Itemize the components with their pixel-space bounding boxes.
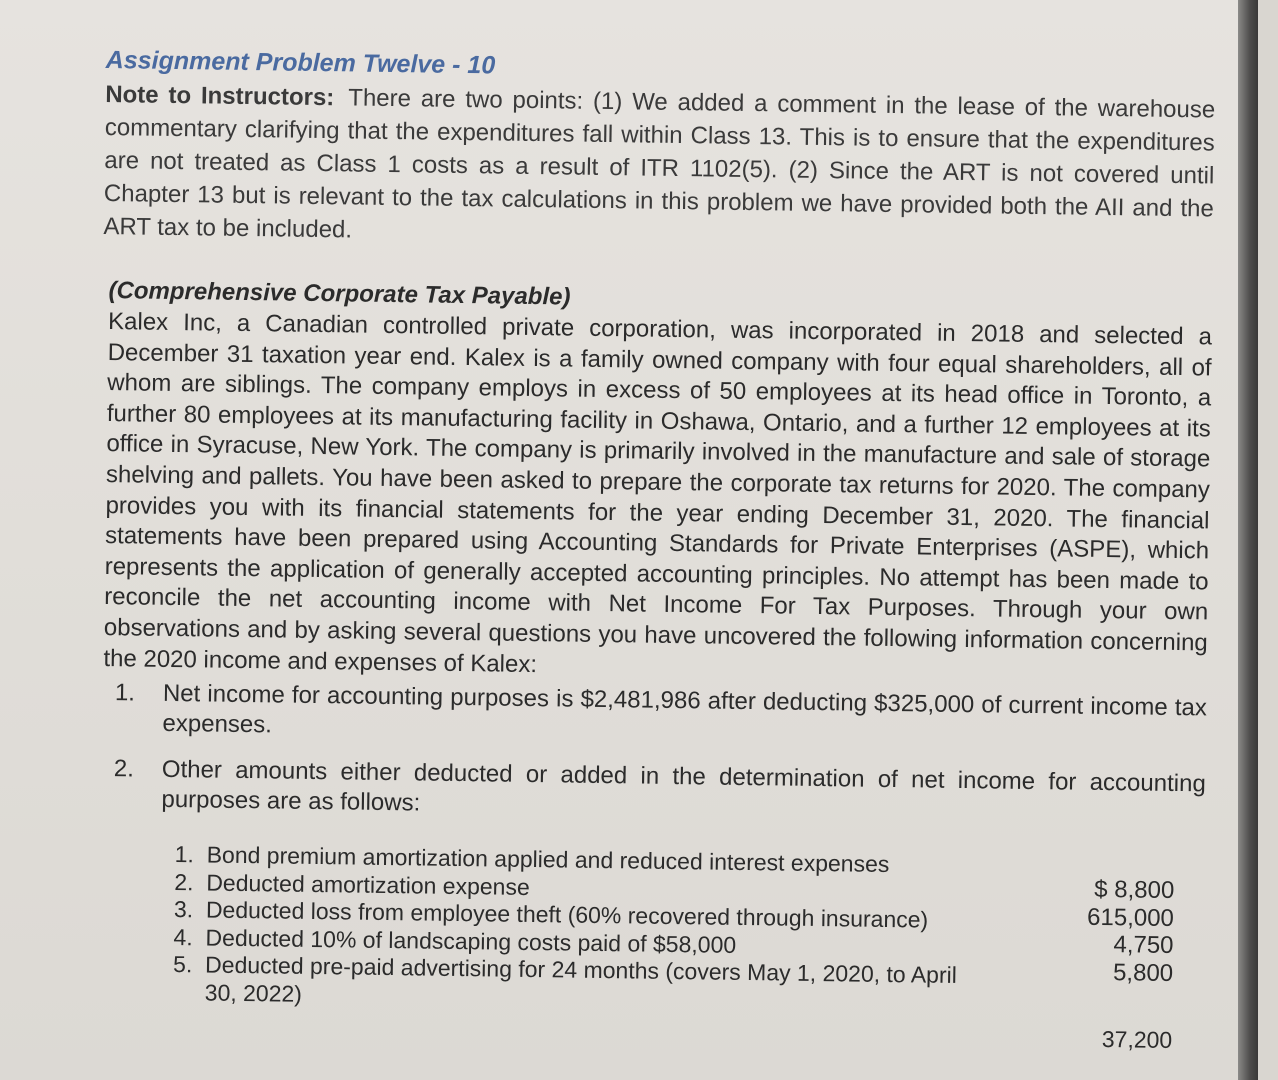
amounts-list	[172, 841, 1175, 1054]
amount-row-description: Deducted loss from employee theft (60% recovered through insurance)	[205, 896, 929, 933]
list-item	[114, 678, 1207, 753]
list-item-text: Net income for accounting purposes is $2,481,986 after deducting $325,000 of current income tax expenses.	[162, 679, 1208, 739]
amount-value: 4,750	[1113, 931, 1174, 960]
amount-value: 37,200	[1101, 1026, 1173, 1054]
amount-row-number: 1.	[174, 841, 195, 868]
information-list	[113, 678, 1207, 829]
instructor-note-label: Note to Instructors:	[105, 80, 335, 112]
list-item-text: Other amounts either deducted or added in the determination of net income for accounting purposes are as follows:	[161, 755, 1206, 817]
instructor-note-text: There are two points: (1) We added a comment in the lease of the warehouse commentary clarifying that the expenditures fall within Class 13. This is to ensure that the expenditures are not treated as Class 1 costs as a result of ITR 1102(5). (2) Since the ART is not covered until Chapter 13 but is relevant to the tax calculations in this problem we have provided both the AII and the ART tax to be included.	[103, 84, 1216, 244]
list-item-number: 1.	[114, 679, 136, 707]
amount-row-description: Bond premium amortization applied and reduced interest expenses	[206, 841, 890, 878]
book-spine-edge	[1238, 0, 1258, 1080]
amount-row-number: 3.	[173, 896, 194, 923]
amount-row-description: Deducted 10% of landscaping costs paid of $58,000	[205, 924, 737, 958]
amount-row-number: 2.	[174, 868, 194, 895]
list-item-number: 2.	[113, 755, 135, 783]
amount-row-number: 5.	[172, 951, 193, 978]
problem-title: (Comprehensive Corporate Tax Payable)	[108, 277, 571, 311]
amount-row-description: Deducted pre-paid advertising for 24 months (covers May 1, 2020, to April 30, 2022)	[204, 951, 957, 1007]
assignment-heading: Assignment Problem Twelve - 10	[105, 45, 496, 80]
amount-row-number: 4.	[173, 923, 193, 950]
instructor-note	[103, 78, 1215, 258]
problem-description: Kalex Inc, a Canadian controlled private corporation, was incorporated in 2018 and selected a December 31 taxation year end. Kalex is a family owned company with four equal shareholders, all of whom are siblings. The company employs in excess of 50 employees at its head office in Toronto, a further 80 employees at its manufacturing facility in Oshawa, Ontario, and a further 12 employees at its office in Syracuse, New York. The company is primarily involved in the manufacture and sale of storage shelving and pallets. You have been asked to prepare the corporate tax returns for 2020. The company provides you with its financial statements for the year ending December 31, 2020. The financial statements have been prepared using Accounting Standards for Private Enterprises (ASPE), which represents the application of generally accepted accounting principles. No attempt has been made to reconcile the net accounting income with Net Income For Tax Purposes. Through your own observations and by asking several questions you have uncovered the following information concerning the 2020 income and expenses of Kalex:	[103, 308, 1213, 678]
amount-value: 615,000	[1086, 903, 1175, 932]
amount-value: $ 8,800	[1094, 876, 1175, 905]
amount-row-description: Deducted amortization expense	[206, 869, 530, 900]
page-content	[93, 44, 1216, 1054]
amount-value: 5,800	[1112, 958, 1174, 987]
list-item	[113, 754, 1206, 829]
